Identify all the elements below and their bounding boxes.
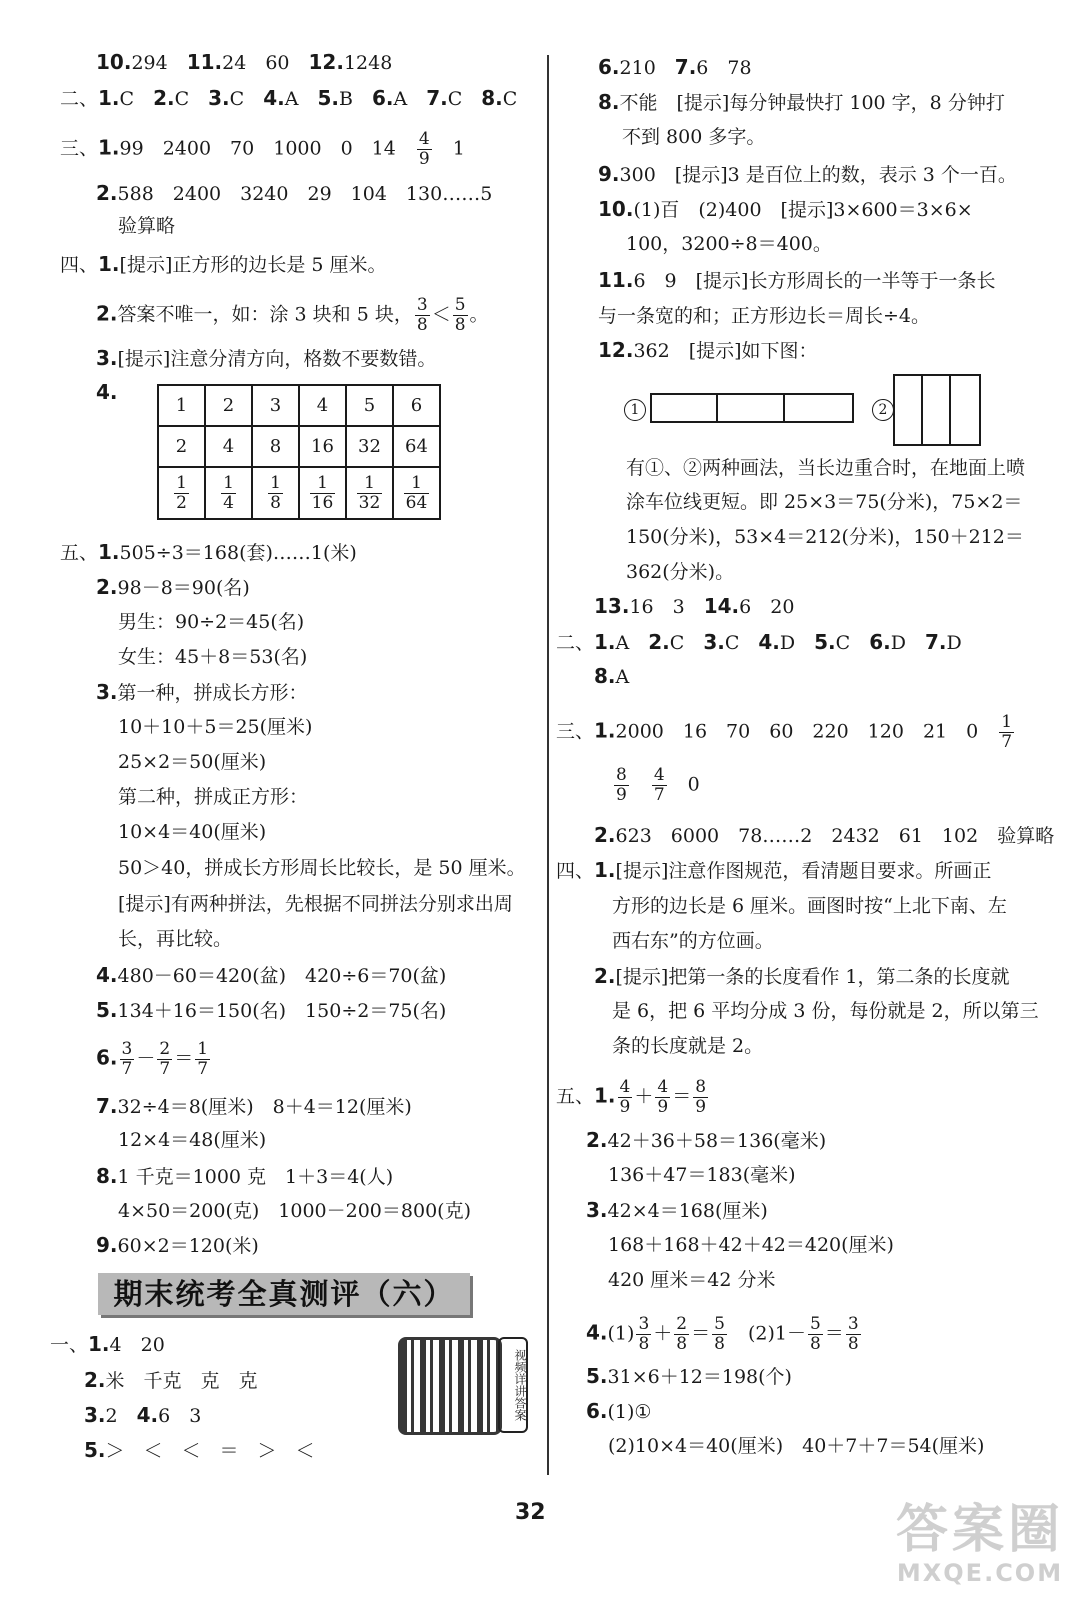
- grid-row: [158, 385, 440, 426]
- grid-cell: 3: [252, 385, 299, 426]
- answer-line: 2.答案不唯一，如：涂 3 块和 5 块， $\frac{3}{8}$ ＜ $\frac{5}{8}$ 。: [96, 295, 489, 335]
- answer-line: 168＋168＋42＋42＝420(厘米): [608, 1234, 894, 1256]
- answer-line: 50＞40，拼成长方形周长比较长，是 50 厘米。: [118, 857, 526, 879]
- answer-line: 8.不能 [提示]每分钟最快打 100 字，8 分钟打: [598, 90, 1005, 114]
- grid-cell: 1: [158, 385, 205, 426]
- grid-cell: 4: [299, 385, 346, 426]
- answer-line: 有①、②两种画法，当长边重合时，在地面上喷: [626, 457, 1026, 479]
- answer-line: 12.362 [提示]如下图：: [598, 338, 818, 362]
- answer-line: 条的长度就是 2。: [612, 1035, 764, 1057]
- grid-cell: $\frac{1}{32}$: [346, 467, 393, 519]
- diagram-1-rect: [650, 393, 854, 423]
- grid-cell: 32: [346, 426, 393, 467]
- answer-line: 是 6，把 6 平均分成 3 份，每份就是 2，所以第三: [612, 1000, 1039, 1022]
- answer-line: 5.134＋16＝150(名) 150÷2＝75(名): [96, 998, 447, 1022]
- answer-line: 四、1.[提示]注意作图规范，看清题目要求。所画正: [556, 858, 992, 882]
- grid-cell: 8: [252, 426, 299, 467]
- grid-cell: 64: [393, 426, 440, 467]
- answer-line: 136＋47＝183(毫米): [608, 1164, 796, 1186]
- answer-line: 2.42＋36＋58＝136(毫米): [586, 1128, 827, 1152]
- diagram-2-rect: [893, 374, 981, 446]
- answer-line: 五、1.505÷3＝168(套)……1(米): [60, 540, 357, 564]
- answer-line: 5.31×6＋12＝198(个): [586, 1364, 792, 1388]
- grid-cell: 2: [158, 426, 205, 467]
- answer-line: 与一条宽的和；正方形边长＝周长÷4。: [598, 305, 931, 327]
- answer-line: 6.210 7.6 78: [598, 55, 752, 79]
- diagram-1-sep: [783, 393, 785, 423]
- diagram-1-sep: [716, 393, 718, 423]
- answer-line: 1: [624, 396, 648, 421]
- answer-line: (2)10×4＝40(厘米) 40＋7＋7＝54(厘米): [608, 1435, 985, 1457]
- answer-line: 一、1.4 20: [50, 1332, 165, 1356]
- answer-line: 10＋10＋5＝25(厘米): [118, 716, 313, 738]
- answer-line: 二、1.C 2.C 3.C 4.A 5.B 6.A 7.C 8.C: [60, 86, 518, 110]
- answer-line: 100，3200÷8＝400。: [626, 233, 832, 255]
- answer-line: 2.98－8＝90(名): [96, 575, 250, 599]
- grid-cell: $\frac{1}{2}$: [158, 467, 205, 519]
- answer-line: 4×50＝200(克) 1000－200＝800(克): [118, 1200, 471, 1222]
- answer-line: 西右东”的方位画。: [612, 930, 774, 952]
- diagram-2-sep: [921, 374, 923, 446]
- column-divider: [547, 55, 549, 1475]
- answer-line: 10.(1)百 (2)400 [提示]3×600＝3×6×: [598, 197, 973, 221]
- answer-grid: [157, 384, 441, 520]
- answer-line: 362(分米)。: [626, 561, 735, 583]
- section-banner: 期末统考全真测评（六）: [98, 1273, 470, 1315]
- answer-line: 4.480－60＝420(盆) 420÷6＝70(盆): [96, 963, 447, 987]
- answer-line: 8.A: [594, 664, 630, 688]
- grid-cell: $\frac{1}{16}$: [299, 467, 346, 519]
- grid-cell: $\frac{1}{8}$: [252, 467, 299, 519]
- page-number: 32: [515, 1500, 546, 1525]
- answer-line: 2.588 2400 3240 29 104 130……5: [96, 181, 493, 205]
- answer-line: 7.32÷4＝8(厘米) 8＋4＝12(厘米): [96, 1094, 412, 1118]
- answer-line: 2: [872, 396, 896, 421]
- grid-cell: $\frac{1}{64}$: [393, 467, 440, 519]
- answer-line: 五、1. $\frac{4}{9}$ ＋ $\frac{4}{9}$ ＝ $\frac{8}{9}$: [556, 1077, 707, 1117]
- answer-line: 涂车位线更短。即 25×3＝75(分米)，75×2＝: [626, 491, 1023, 513]
- grid-row: [158, 426, 440, 467]
- grid-cell: 16: [299, 426, 346, 467]
- answer-line: 9.300 [提示]3 是百位上的数，表示 3 个一百。: [598, 162, 1017, 186]
- answer-line: 9.60×2＝120(米): [96, 1233, 259, 1257]
- answer-line: 11.6 9 [提示]长方形周长的一半等于一条长: [598, 268, 996, 292]
- answer-line: 150(分米)，53×4＝212(分米)，150＋212＝: [626, 526, 1024, 548]
- answer-line: 8.1 千克＝1000 克 1＋3＝4(人): [96, 1164, 394, 1188]
- answer-line: 3.第一种，拼成长方形：: [96, 680, 308, 704]
- answer-line: 420 厘米＝42 分米: [608, 1269, 776, 1291]
- answer-line: 25×2＝50(厘米): [118, 751, 267, 773]
- answer-line: 2.623 6000 78……2 2432 61 102 验算略: [594, 823, 1055, 847]
- answer-line: 2.[提示]把第一条的长度看作 1，第二条的长度就: [594, 964, 1010, 988]
- answer-line: 二、1.A 2.C 3.C 4.D 5.C 6.D 7.D: [556, 630, 962, 654]
- answer-line: 三、1.2000 16 70 60 220 120 21 0 $\frac{1}{7}$: [556, 712, 1013, 752]
- answer-line: 5.＞ ＜ ＜ ＝ ＞ ＜: [84, 1438, 315, 1462]
- answer-line: 长，再比较。: [118, 928, 233, 950]
- answer-line: 3.[提示]注意分清方向，格数不要数错。: [96, 346, 437, 370]
- answer-line: 6. $\frac{3}{7}$ － $\frac{2}{7}$ ＝ $\frac{1}{7}$: [96, 1039, 209, 1079]
- answer-line: 12×4＝48(厘米): [118, 1129, 267, 1151]
- watermark-small: MXQE.COM: [896, 1559, 1064, 1587]
- answer-line: 2.米 千克 克 克: [84, 1368, 258, 1392]
- answer-line: 4.(1) $\frac{3}{8}$ ＋ $\frac{2}{8}$ ＝ $\frac{5}{8}$ (2)1－ $\frac{5}{8}$ ＝ $\frac{3}{8}$: [586, 1314, 859, 1354]
- grid-cell: $\frac{1}{4}$: [205, 467, 252, 519]
- answer-line: 3.42×4＝168(厘米): [586, 1198, 768, 1222]
- answer-line: 验算略: [118, 215, 176, 237]
- grid-cell: 5: [346, 385, 393, 426]
- answer-line: 三、1.99 2400 70 1000 0 14 $\frac{4}{9}$ 1: [60, 129, 465, 169]
- answer-line: 男生：90÷2＝45(名): [118, 611, 305, 633]
- qr-code-icon[interactable]: [398, 1337, 502, 1435]
- answer-line: 13.16 3 14.6 20: [594, 594, 795, 618]
- watermark-logo: [880, 1500, 1080, 1595]
- grid-cell: 2: [205, 385, 252, 426]
- answer-line: 6.(1)①: [586, 1399, 652, 1423]
- answer-line: 不到 800 多字。: [622, 126, 766, 148]
- answer-line: 4.: [96, 380, 118, 404]
- answer-line: 10.294 11.24 60 12.1248: [96, 50, 393, 74]
- answer-line: 四、1.[提示]正方形的边长是 5 厘米。: [60, 252, 387, 276]
- answer-line: [提示]有两种拼法，先根据不同拼法分别求出周: [118, 893, 513, 915]
- answer-line: 3.2 4.6 3: [84, 1403, 202, 1427]
- answer-line: 第二种，拼成正方形：: [118, 786, 309, 808]
- answer-line: $\frac{8}{9}$ $\frac{4}{7}$ 0: [616, 765, 700, 805]
- answer-line: 方形的边长是 6 厘米。画图时按“上北下南、左: [612, 895, 1007, 917]
- answer-line: 女生：45＋8＝53(名): [118, 646, 308, 668]
- answer-line: 10×4＝40(厘米): [118, 821, 267, 843]
- qr-label: 视频详讲答案: [498, 1337, 528, 1433]
- diagram-2-sep: [949, 374, 951, 446]
- grid-row: [158, 467, 440, 519]
- grid-cell: 6: [393, 385, 440, 426]
- watermark-big: 答案圈: [895, 1500, 1064, 1560]
- grid-cell: 4: [205, 426, 252, 467]
